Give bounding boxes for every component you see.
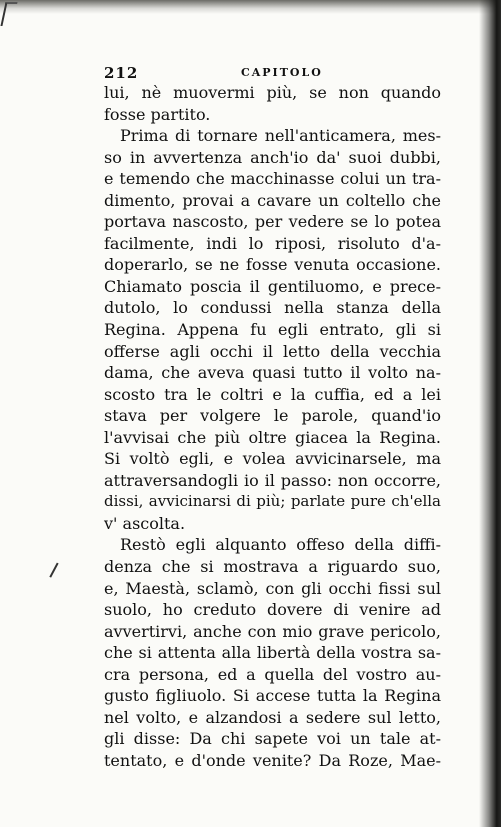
text-line: dimento, provai a cavare un coltello che [104,190,441,210]
text-line: so in avvertenza anch'io da' suoi dubbi, [104,147,441,167]
text-line: v' ascolta. [104,513,186,533]
scan-shadow-top [0,0,501,14]
text-line: Restò egli alquanto offeso della diffi- [120,535,441,555]
text-line: avvertirvi, anche con mio grave pericolo, [104,621,441,641]
text-line: Chiamato poscia il gentiluomo, e prece- [104,276,441,296]
text-line: denza che si mostrava a riguardo suo, [104,557,441,577]
scan-shadow-right [479,0,501,827]
text-line: e, Maestà, sclamò, con gli occhi fissi sul [104,578,441,598]
body-text [104,82,441,772]
page-header [104,64,441,84]
text-line: Prima di tornare nell'anticamera, mes- [120,126,441,146]
text-line: stava per volgere le parole, quand'io [104,406,441,426]
text-line: dama, che aveva quasi tutto il volto na- [104,363,441,383]
text-line: doperarlo, se ne fosse venuta occasione. [104,255,441,275]
text-line: tentato, e d'onde venite? Da Roze, Mae- [104,750,441,770]
text-line: scosto tra le coltri e la cuffia, ed a lei [104,384,441,404]
text-line: nel volto, e alzandosi a sedere sul letto, [104,707,441,727]
text-line: Regina. Appena fu egli entrato, gli si [104,320,441,340]
stray-ink-mark [49,563,58,578]
text-line: dutolo, lo condussi nella stanza della [104,298,441,318]
text-line: cra persona, ed a quella del vostro au- [104,664,441,684]
text-line: suolo, ho creduto dovere di venire ad [104,600,441,620]
text-line: offerse agli occhi il letto della vecchia [104,341,441,361]
text-line: che si attenta alla libertà della vostra sa- [104,643,441,663]
text-line: dissi, avvicinarsi di più; parlate pure ch'ella [104,492,441,511]
text-line: gli disse: Da chi sapete voi un tale at- [104,729,441,749]
text-line: e temendo che macchinasse colui un tra- [104,169,441,189]
text-line: fosse partito. [104,104,211,124]
text-line: l'avvisai che più oltre giacea la Regina. [104,427,441,447]
running-head: CAPITOLO [241,66,323,79]
text-line: lui, nè muovermi più, se non quando [104,83,441,102]
text-line: gusto figliuolo. Si accese tutta la Regina [104,686,441,706]
text-line: attraversandogli io il passo: non occorre, [104,470,441,490]
page-number: 212 [104,64,139,82]
text-line: facilmente, indi lo riposi, risoluto d'a- [104,233,441,253]
text-line: Si voltò egli, e volea avvicinarsele, ma [104,449,441,469]
text-line: portava nascosto, per vedere se lo potea [104,212,441,232]
